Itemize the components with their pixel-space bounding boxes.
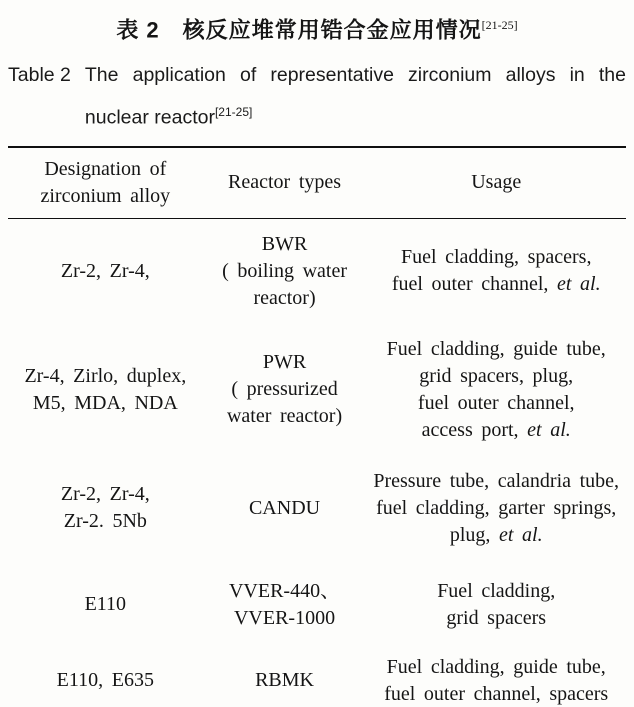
table-row	[8, 218, 626, 324]
cell-line: BWR	[261, 232, 308, 255]
table-caption-chinese	[8, 10, 626, 45]
cell-line: ( boiling water	[222, 259, 348, 282]
reactor-cell	[203, 649, 367, 707]
cell-line: VVER-1000	[233, 606, 336, 629]
alloy-cell	[8, 649, 203, 707]
cell-line: grid spacers	[446, 606, 547, 629]
header-row	[8, 147, 626, 219]
cell-line: E110, E635	[56, 669, 154, 692]
table-row	[8, 649, 626, 707]
alloy-cell	[8, 456, 203, 561]
italic-text: et al.	[499, 523, 543, 546]
cell-line: ( pressurized	[231, 378, 338, 401]
cell-line: Fuel cladding, guide tube,	[386, 655, 606, 678]
column-header-usage	[366, 147, 626, 219]
cell-line: grid spacers, plug,	[419, 364, 574, 387]
table-caption-chinese-text: 表 2 核反应堆常用锆合金应用情况	[116, 17, 482, 43]
cell-line: Fuel cladding,	[437, 579, 556, 602]
cell-line: M5, MDA, NDA	[32, 391, 178, 414]
alloy-cell	[8, 324, 203, 456]
cell-line: Pressure tube, calandria tube,	[373, 469, 620, 492]
citation-ref-english: [21-25]	[214, 105, 253, 120]
reactor-cell	[203, 324, 367, 456]
cell-line: Usage	[471, 171, 522, 194]
reactor-cell	[203, 561, 367, 649]
cell-line: Zr-2, Zr-4,	[60, 483, 150, 506]
table-row	[8, 456, 626, 561]
cell-line	[368, 522, 624, 549]
text-segment: access port,	[421, 418, 528, 441]
caption-line-1: The application of representative zirconium alloys in the	[84, 64, 626, 87]
cell-line: CANDU	[248, 496, 321, 519]
cell-line: Fuel cladding, spacers,	[400, 246, 592, 269]
table-caption-label: Table 2	[8, 64, 71, 87]
table-row	[8, 324, 626, 456]
cell-line: Fuel cladding, guide tube,	[386, 337, 606, 360]
cell-line: fuel cladding, garter springs,	[376, 496, 617, 519]
italic-text: et al.	[557, 273, 601, 296]
table-caption-english	[8, 57, 626, 137]
cell-line	[368, 417, 624, 444]
cell-line: reactor)	[253, 286, 316, 309]
cell-line: fuel outer channel,	[417, 391, 575, 414]
alloy-application-table	[8, 146, 626, 707]
usage-cell	[366, 561, 626, 649]
cell-line: RBMK	[255, 669, 314, 692]
column-header-reactor	[203, 147, 367, 219]
citation-ref-chinese: [21-25]	[481, 18, 518, 32]
caption-line-2	[85, 94, 626, 137]
cell-line: Zr-2. 5Nb	[63, 510, 147, 533]
alloy-cell	[8, 561, 203, 649]
text-segment: fuel outer channel,	[391, 273, 557, 296]
caption-line-2-text: nuclear reactor	[84, 106, 215, 129]
column-header-alloy	[8, 147, 203, 219]
reactor-cell	[203, 456, 367, 561]
usage-cell	[366, 218, 626, 324]
text-segment: plug,	[449, 523, 499, 546]
cell-line: fuel outer channel, spacers	[384, 682, 609, 705]
alloy-cell	[8, 218, 203, 324]
reactor-cell	[203, 218, 367, 324]
usage-cell	[366, 456, 626, 561]
cell-line: water reactor)	[226, 405, 343, 428]
table-body	[8, 218, 626, 707]
usage-cell	[366, 324, 626, 456]
cell-line	[368, 271, 624, 298]
italic-text: et al.	[527, 418, 571, 441]
cell-line: Zr-4, Zirlo, duplex,	[24, 364, 187, 387]
cell-line: Designation of	[44, 157, 167, 180]
table-caption-english-text	[85, 57, 626, 137]
cell-line: E110	[84, 593, 127, 616]
cell-line: zirconium alloy	[40, 184, 171, 207]
cell-line: VVER-440、	[228, 579, 341, 602]
usage-cell	[366, 649, 626, 707]
cell-line: PWR	[262, 351, 307, 374]
table-row	[8, 561, 626, 649]
cell-line: Reactor types	[228, 171, 342, 194]
cell-line: Zr-2, Zr-4,	[60, 259, 150, 282]
table-head	[8, 147, 626, 219]
